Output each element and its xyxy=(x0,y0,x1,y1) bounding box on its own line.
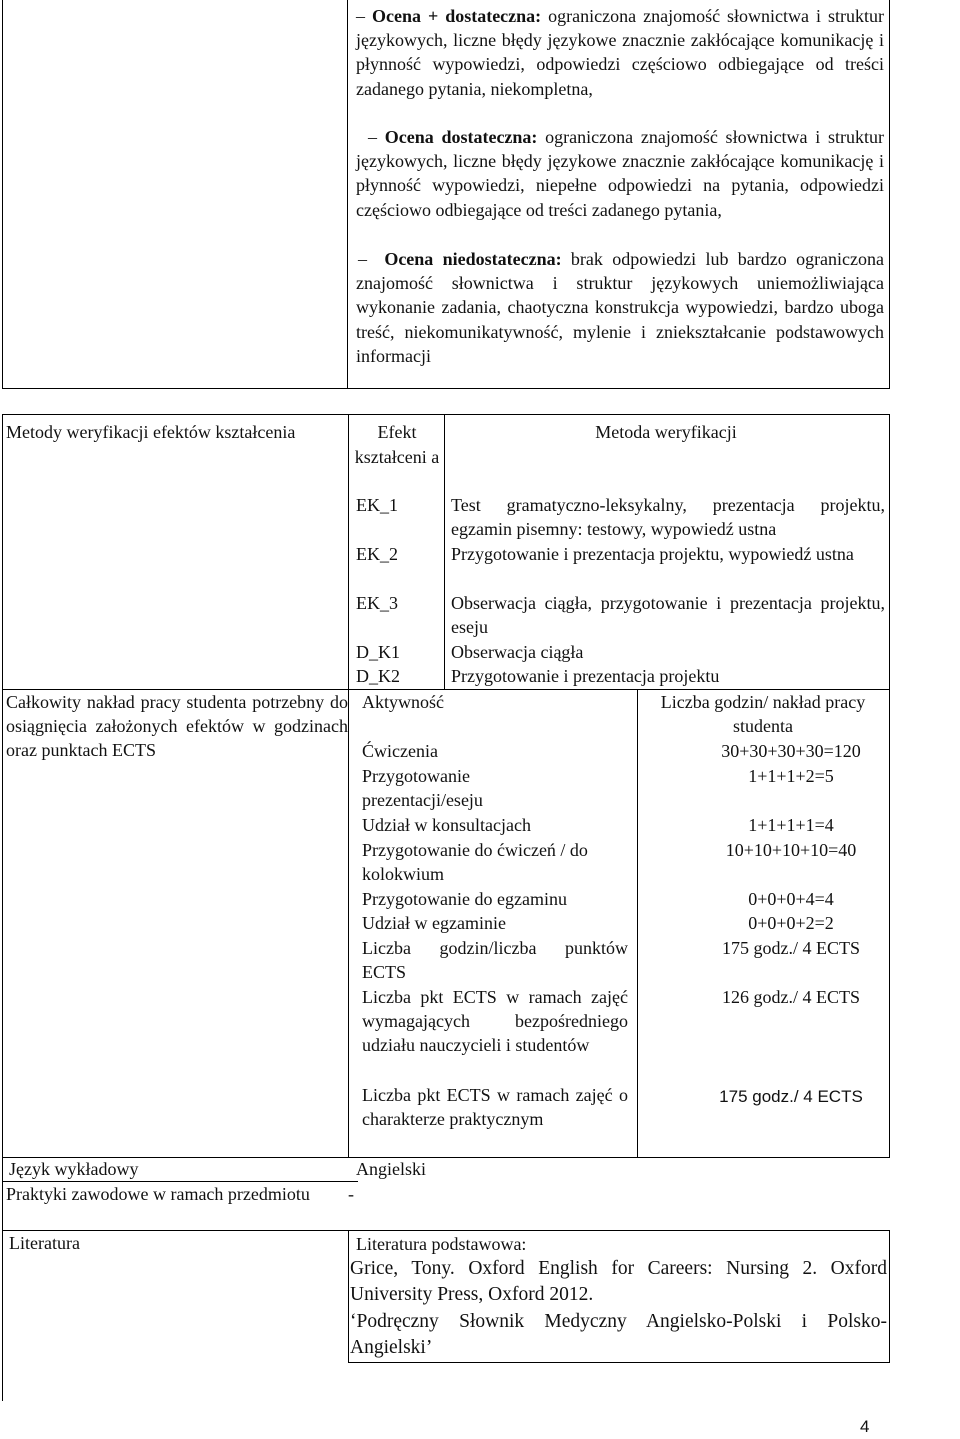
literature-entry-1: Grice, Tony. Oxford English for Careers: Nursing 2. Oxford University Press, Oxford 2012. xyxy=(350,1258,887,1305)
method-column-header: Metoda weryfikacji xyxy=(595,422,737,442)
criterion-sufficient xyxy=(356,125,884,246)
activity-name: Przygotowanie do ćwiczeń / do kolokwium xyxy=(362,840,588,884)
criterion-term: Ocena niedostateczna: xyxy=(384,249,562,269)
verification-right-border xyxy=(889,414,890,689)
effect-code: EK_1 xyxy=(356,495,398,515)
effect-method: Test gramatyczno-leksykalny, prezentacja projektu, egzamin pisemny: testowy, wypowiedź ustna xyxy=(451,495,885,539)
literature-bottom-border xyxy=(348,1362,890,1363)
hours-column-header: Liczba godzin/ nakład pracy studenta xyxy=(660,692,866,736)
criterion-term: Ocena dostateczna: xyxy=(384,127,538,147)
activity-hours: 126 godz./ 4 ECTS xyxy=(722,987,860,1007)
activity-name: Udział w konsultacjach xyxy=(362,815,531,835)
activity-hours: 0+0+0+2=2 xyxy=(748,913,834,933)
activity-hours: 30+30+30+30=120 xyxy=(721,741,861,761)
top-box-left-border xyxy=(2,0,3,388)
practice-value: - xyxy=(348,1184,354,1204)
activity-name: Liczba pkt ECTS w ramach zajęć wymagających bezpośredniego udziału nauczycieli i studentów xyxy=(362,987,628,1055)
criterion-plus-sufficient xyxy=(356,4,884,124)
effect-code: D_K2 xyxy=(356,666,400,686)
effect-method: Przygotowanie i prezentacja projektu, wypowiedź ustna xyxy=(451,544,854,564)
activity-name: Przygotowanie do egzaminu xyxy=(362,889,567,909)
effect-method: Przygotowanie i prezentacja projektu xyxy=(451,666,720,686)
activity-hours: 10+10+10+10=40 xyxy=(725,840,857,860)
language-label: Język wykładowy xyxy=(9,1159,139,1179)
activity-hours: 1+1+1+2=5 xyxy=(748,766,834,786)
left-column-border xyxy=(2,414,3,1400)
verification-top-border xyxy=(2,414,890,415)
workload-label: Całkowity nakład pracy studenta potrzebny do osiągnięcia założonych efektów w godzinach oraz punktach ECTS xyxy=(6,692,348,760)
top-box-bottom-border xyxy=(2,388,890,389)
effect-column-header: Efekt kształceni a xyxy=(354,422,440,467)
language-value: Angielski xyxy=(356,1159,426,1179)
criterion-text: ograniczona znajomość słownictwa i struktur językowych, liczne błędy językowe znacznie zakłócające komunikację i płynność wypowiedzi, niepełne odpowiedzi na pytania, odpowiedzi częściowo odbiegające od treści zadanego pytania, xyxy=(356,127,884,220)
criterion-term: Ocena + dostateczna: xyxy=(371,6,542,26)
top-box-right-border xyxy=(889,0,890,388)
effect-code: D_K1 xyxy=(356,642,400,662)
activity-name: Liczba godzin/liczba punktów ECTS xyxy=(362,938,628,982)
workload-hours-divider xyxy=(637,689,638,1157)
literature-divider xyxy=(348,1230,349,1362)
activity-column-header: Aktywność xyxy=(362,692,444,712)
criterion-text: ograniczona znajomość słownictwa i struktur językowych, liczne błędy językowe znacznie zakłócające komunikację i płynność wypowiedzi, odpowiedzi częściowo odbiegające od treści zadanego pytania, niekompletna, xyxy=(356,6,884,99)
left-column-bottom-border xyxy=(2,1400,3,1401)
literature-right-border xyxy=(889,1230,890,1362)
bullet-dash: – xyxy=(368,127,377,147)
effect-code: EK_3 xyxy=(356,593,398,613)
workload-right-border xyxy=(889,689,890,1157)
verification-label: Metody weryfikacji efektów kształcenia xyxy=(6,422,296,442)
activity-hours: 175 godz./ 4 ECTS xyxy=(719,1087,863,1106)
criterion-text: brak odpowiedzi lub bardzo ograniczona znajomość słownictwa i struktur językowych uniemożliwiająca wykonanie zadania, chaotyczna konstrukcja wypowiedzi, bardzo uboga treść, niekomunikatywność, mylenie i zniekształcanie podstawowych informacji xyxy=(356,249,885,366)
workload-activity-divider xyxy=(348,689,349,1157)
activity-name: Udział w egzaminie xyxy=(362,913,506,933)
effect-method: Obserwacja ciągła xyxy=(451,642,584,662)
literature-label: Literatura xyxy=(9,1233,80,1253)
criterion-insufficient xyxy=(356,247,884,368)
bullet-dash: – xyxy=(356,6,365,26)
activity-hours: 1+1+1+1=4 xyxy=(748,815,834,835)
verification-method-divider xyxy=(444,414,445,689)
literature-entry-2: ‘Podręczny Słownik Medyczny Angielsko-Polski i Polsko-Angielski’ xyxy=(350,1311,887,1358)
practice-bottom-border xyxy=(2,1230,890,1231)
activity-hours: 175 godz./ 4 ECTS xyxy=(722,938,860,958)
activity-hours: 0+0+0+4=4 xyxy=(748,889,834,909)
top-box-divider xyxy=(347,0,348,388)
activity-name: Ćwiczenia xyxy=(362,741,438,761)
effect-method: Obserwacja ciągła, przygotowanie i prezentacja projektu, eseju xyxy=(451,593,885,637)
practice-label: Praktyki zawodowe w ramach przedmiotu xyxy=(6,1184,310,1204)
bullet-dash: – xyxy=(358,249,367,269)
literature-heading: Literatura podstawowa: xyxy=(356,1234,527,1254)
verification-effect-divider xyxy=(348,414,349,689)
effect-code: EK_2 xyxy=(356,544,398,564)
activity-name: Liczba pkt ECTS w ramach zajęć o charakterze praktycznym xyxy=(362,1085,628,1129)
activity-name: Przygotowanie prezentacji/eseju xyxy=(362,766,483,810)
page-number: 4 xyxy=(860,1417,870,1436)
